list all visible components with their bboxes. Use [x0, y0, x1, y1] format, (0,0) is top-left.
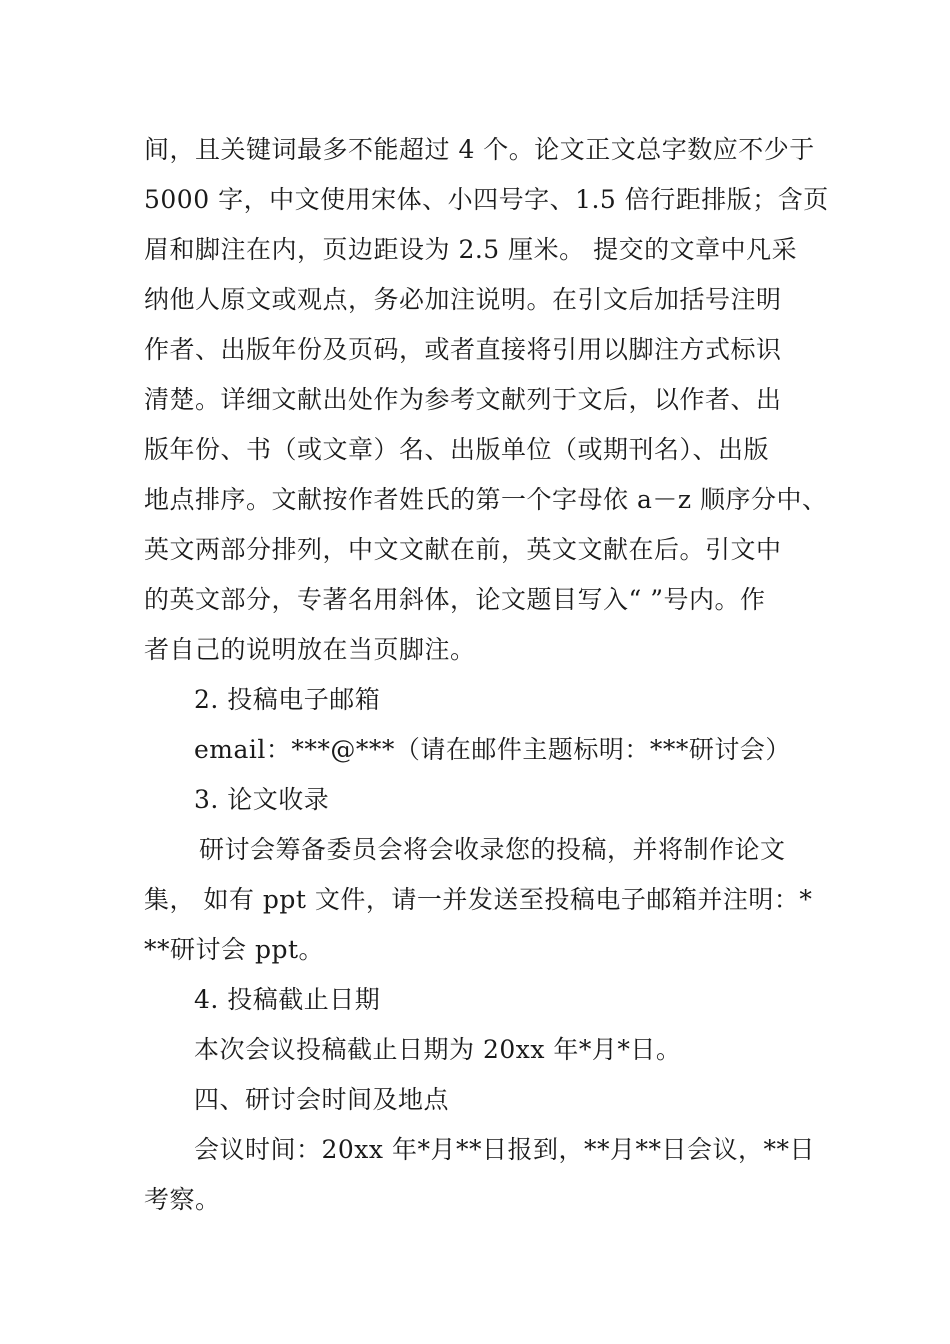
- paragraph-line: 清楚。详细文献出处作为参考文献列于文后，以作者、出: [144, 385, 782, 414]
- paragraph-line: 作者、出版年份及页码，或者直接将引用以脚注方式标识: [144, 335, 782, 364]
- section-heading: 四、研讨会时间及地点: [194, 1085, 450, 1114]
- paragraph-line: 版年份、书（或文章）名、出版单位（或期刊名）、出版: [144, 435, 770, 464]
- section-heading: 4. 投稿截止日期: [194, 985, 381, 1014]
- paragraph-line: 考察。: [144, 1185, 221, 1214]
- section-heading: 2. 投稿电子邮箱: [194, 685, 381, 714]
- paragraph-line: 5000 字，中文使用宋体、小四号字、1.5 倍行距排版；含页: [144, 185, 829, 214]
- paragraph-line: 会议时间：20xx 年*月**日报到，**月**日会议，**日: [194, 1135, 815, 1164]
- paragraph-line: 的英文部分，专著名用斜体，论文题目写入“ ”号内。作: [144, 585, 766, 614]
- paragraph-line: 者自己的说明放在当页脚注。: [144, 635, 476, 664]
- section-heading: 3. 论文收录: [194, 785, 330, 814]
- paragraph-line: 间，且关键词最多不能超过 4 个。论文正文总字数应不少于: [144, 135, 815, 164]
- paragraph-line: **研讨会 ppt。: [144, 935, 325, 964]
- paragraph-line: 眉和脚注在内，页边距设为 2.5 厘米。 提交的文章中凡采: [144, 235, 798, 264]
- paragraph-line: 集， 如有 ppt 文件，请一并发送至投稿电子邮箱并注明：*: [144, 885, 813, 914]
- paragraph-line: 地点排序。文献按作者姓氏的第一个字母依 a－z 顺序分中、: [144, 485, 828, 514]
- paragraph-line: 本次会议投稿截止日期为 20xx 年*月*日。: [194, 1035, 682, 1064]
- email-line: email：***@***（请在邮件主题标明：***研讨会）: [194, 735, 791, 764]
- paragraph-line: 纳他人原文或观点，务必加注说明。在引文后加括号注明: [144, 285, 782, 314]
- paragraph-line: 英文两部分排列，中文文献在前，英文文献在后。引文中: [144, 535, 782, 564]
- paragraph-line: 研讨会筹备委员会将会收录您的投稿，并将制作论文: [199, 835, 786, 864]
